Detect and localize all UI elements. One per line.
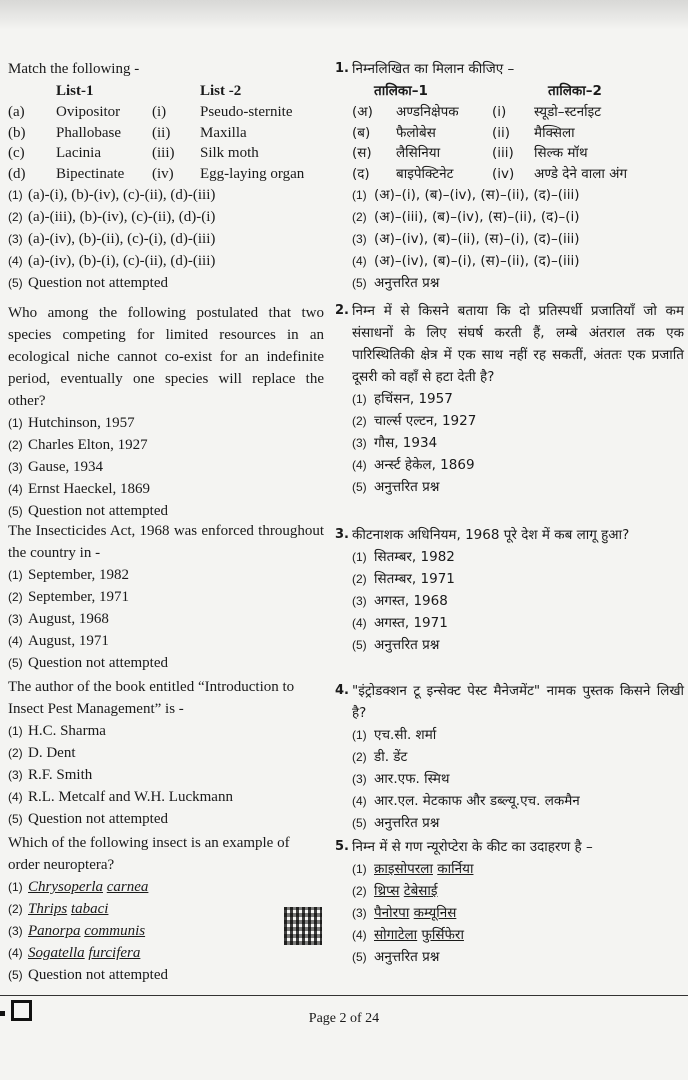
answer-option: (3) R.F. Smith [8, 767, 93, 783]
qr-code [284, 907, 322, 945]
top-scan-shadow [0, 0, 688, 30]
answer-option: (1) एच.सी. शर्मा [352, 727, 437, 743]
answer-option: (4) R.L. Metcalf and W.H. Luckmann [8, 789, 233, 805]
answer-option: (4) आर.एल. मेटकाफ और डब्ल्यू.एच. लकमैन [352, 793, 580, 809]
question-stem: "इंट्रोडक्शन टू इन्सेक्ट पेस्ट मैनेजमेंट" नामक पुस्तक किसने लिखी है? [352, 683, 684, 721]
question-1-en [8, 58, 324, 292]
list-2-header: List -2 [200, 83, 242, 99]
answer-option: (2) डी. डेंट [352, 749, 408, 765]
question-stem: Which of the following insect is an example of order neuroptera? [8, 835, 290, 873]
match-row: (स) लैसिनिया (iii) सिल्क मॉथ [352, 145, 588, 162]
match-row: (d) Bipectinate (iv) Egg-laying organ [8, 165, 305, 182]
answer-option: (4) August, 1971 [8, 633, 109, 649]
answer-option: (1) क्राइसोपरला कार्निया [352, 861, 474, 877]
answer-option: (1) (a)-(i), (b)-(iv), (c)-(ii), (d)-(iii) [8, 187, 216, 204]
question-3-en [8, 520, 324, 676]
question-number: 1. [335, 61, 349, 76]
answer-option: (2) (a)-(iii), (b)-(iv), (c)-(ii), (d)-(i) [8, 209, 216, 226]
question-number: 2. [335, 303, 349, 318]
question-4-hi [335, 680, 684, 836]
match-row: (द) बाइपेक्टिनेट (iv) अण्डे देने वाला अंग [352, 165, 628, 182]
question-2-hi [335, 300, 684, 524]
answer-option: (2) सितम्बर, 1971 [352, 571, 455, 587]
question-stem: The author of the book entitled “Introduction to Insect Pest Management” is - [8, 679, 295, 717]
hindi-column [335, 58, 684, 968]
answer-option: (3) Gause, 1934 [8, 459, 103, 475]
answer-option: (3) (अ)–(iv), (ब)–(ii), (स)–(i), (द)–(iii) [352, 231, 580, 248]
answer-option: (5) अनुत्तरित प्रश्न [352, 637, 440, 653]
page-number: Page 2 of 24 [308, 1011, 380, 1026]
answer-option: (3) अगस्त, 1968 [352, 593, 448, 609]
match-row: (ब) फैलोबेस (ii) मैक्सिला [352, 124, 575, 141]
list-2-header: तालिका–2 [548, 83, 602, 99]
answer-option: (2) (अ)–(iii), (ब)–(iv), (स)–(ii), (द)–(i) [352, 209, 580, 226]
answer-option: (4) Sogatella furcifera [8, 945, 141, 961]
answer-option: (5) Question not attempted [8, 811, 168, 827]
answer-option: (5) Question not attempted [8, 967, 168, 983]
answer-option: (4) सोगाटेला फुर्सिफेरा [352, 927, 464, 943]
question-5-en [8, 832, 324, 986]
list-1-header: तालिका–1 [374, 83, 428, 99]
answer-option: (3) आर.एफ. स्मिथ [352, 771, 450, 787]
question-stem: The Insecticides Act, 1968 was enforced throughout the country in - [8, 523, 324, 561]
answer-option: (3) गौस, 1934 [352, 435, 438, 451]
question-stem: Match the following - [8, 61, 140, 77]
answer-option: (3) पैनोरपा कम्यूनिस [352, 905, 457, 921]
answer-option: (2) Charles Elton, 1927 [8, 437, 148, 453]
answer-option: (4) (अ)–(iv), (ब)–(i), (स)–(ii), (द)–(iii) [352, 253, 580, 270]
answer-option: (5) Question not attempted [8, 655, 168, 671]
question-4-en [8, 676, 324, 832]
english-column [8, 58, 324, 986]
list-1-header: List-1 [56, 83, 94, 99]
question-2-en [8, 302, 324, 520]
question-number: 3. [335, 527, 349, 542]
question-5-hi [335, 836, 684, 968]
question-1-hi [335, 58, 684, 292]
question-number: 4. [335, 683, 349, 698]
answer-option: (2) चार्ल्स एल्टन, 1927 [352, 413, 477, 429]
answer-option: (5) अनुत्तरित प्रश्न [352, 815, 440, 831]
answer-option: (1) Hutchinson, 1957 [8, 415, 135, 431]
answer-option: (5) Question not attempted [8, 275, 168, 292]
answer-option: (1) Chrysoperla carnea [8, 879, 149, 895]
question-stem: निम्न में से गण न्यूरोप्टेरा के कीट का उदाहरण है – [352, 839, 593, 855]
answer-option: (3) August, 1968 [8, 611, 109, 627]
answer-option: (1) H.C. Sharma [8, 723, 106, 739]
question-stem: निम्नलिखित का मिलान कीजिए – [352, 61, 515, 77]
answer-option: (2) Thrips tabaci [8, 901, 109, 917]
match-row: (c) Lacinia (iii) Silk moth [8, 145, 259, 162]
answer-option: (3) (a)-(iv), (b)-(ii), (c)-(i), (d)-(iii) [8, 231, 216, 248]
match-table [8, 80, 320, 184]
answer-option: (5) अनुत्तरित प्रश्न [352, 479, 440, 495]
question-stem: निम्न में से किसने बताया कि दो प्रतिस्पर्धी प्रजातियाँ जो कम संसाधनों के लिए संघर्ष करती हैं, लम्बे अंतराल तक एक पारिस्थितिकी क्षेत्र में एक साथ नहीं रह सकतीं, अंततः एक प्रजाति दूसरी को वहाँ से हटा देती है? [352, 303, 684, 385]
answer-option: (2) September, 1971 [8, 589, 130, 605]
question-3-hi [335, 524, 684, 680]
answer-option: (2) D. Dent [8, 745, 76, 761]
match-row: (b) Phallobase (ii) Maxilla [8, 124, 247, 141]
match-row: (a) Ovipositor (i) Pseudo-sternite [8, 104, 293, 120]
answer-option: (1) (अ)–(i), (ब)–(iv), (स)–(ii), (द)–(iii) [352, 187, 580, 204]
answer-option: (1) September, 1982 [8, 567, 130, 583]
match-row: (अ) अण्डनिक्षेपक (i) स्यूडो–स्टर्नाइट [352, 104, 602, 120]
answer-option: (4) Ernst Haeckel, 1869 [8, 481, 151, 497]
footer-divider [0, 995, 688, 996]
answer-option: (4) अर्न्स्ट हेकेल, 1869 [352, 457, 475, 473]
answer-option: (1) हचिंसन, 1957 [352, 391, 453, 407]
answer-option: (4) अगस्त, 1971 [352, 615, 448, 631]
question-stem: कीटनाशक अधिनियम, 1968 पूरे देश में कब लागू हुआ? [352, 527, 630, 543]
answer-option: (5) Question not attempted [8, 503, 168, 519]
answer-option: (4) (a)-(iv), (b)-(i), (c)-(ii), (d)-(iii) [8, 253, 216, 270]
answer-option: (2) थ्रिप्स टेबेसाई [352, 883, 438, 899]
question-number: 5. [335, 839, 349, 854]
question-stem: Who among the following postulated that two species competing for limited resources in an ecological niche cannot co-exist for an indefinite period, eventually one species will replace the other? [8, 305, 324, 409]
answer-option: (3) Panorpa communis [8, 923, 146, 939]
answer-option: (5) अनुत्तरित प्रश्न [352, 275, 440, 292]
answer-option: (1) सितम्बर, 1982 [352, 549, 455, 565]
match-table [352, 80, 682, 184]
answer-option: (5) अनुत्तरित प्रश्न [352, 949, 440, 965]
